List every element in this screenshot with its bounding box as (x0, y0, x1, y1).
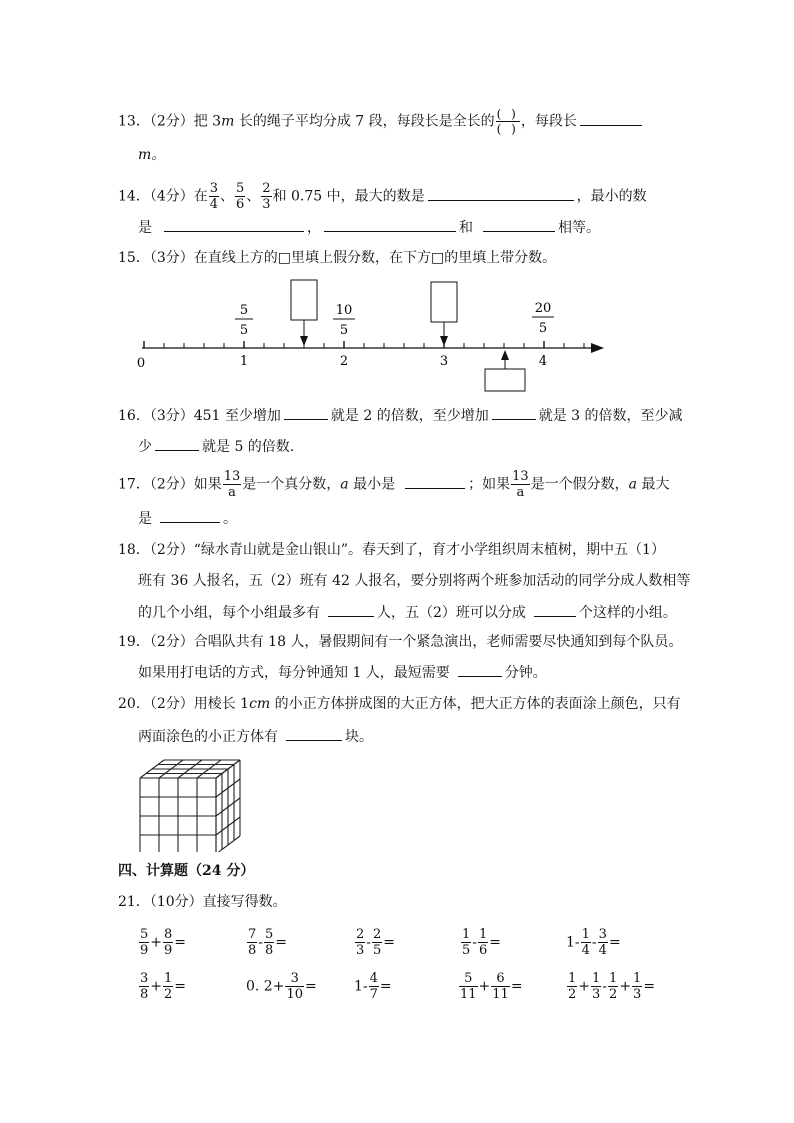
q17-fraction-1: $\frac{13}{a}$ (223, 469, 241, 500)
q20-line2-b: 块。 (345, 729, 373, 745)
q14-line2-b: ， (307, 220, 321, 236)
improper-fraction-box-1[interactable] (291, 280, 317, 320)
question-21: 21．（10分）直接写得数。 (118, 894, 287, 910)
section-4-title: 四、计算题（24 分） (118, 863, 255, 879)
question-18: 18．（2分）“绿水青山就是金山银山”。春天到了，育才小学组织周末植树，期中五（1） (118, 542, 665, 558)
q18-line3-a: 的几个小组，每个小组最多有 (138, 605, 320, 621)
q14-fraction-3: $\frac{2}{3}$ (262, 181, 271, 212)
nl-label-4: 4 (538, 354, 548, 369)
q18-line3-c: 个这样的小组。 (578, 605, 677, 621)
q16-line1-a: 16．（3分）451 至少增加 (118, 408, 281, 424)
question-16-cont (138, 436, 294, 457)
q18-blank-2[interactable] (534, 602, 576, 617)
improper-fraction-box-2[interactable] (431, 282, 457, 322)
q16-blank-3[interactable] (155, 436, 199, 451)
q18-line3-b: 人，五（2）班可以分成 (377, 605, 526, 621)
cube-grid (140, 760, 240, 852)
q19-line2-a: 如果用打电话的方式，每分钟通知 1 人，最短需要 (138, 665, 450, 681)
calc-r1-1[interactable]: $\frac{5}{9}$ + $\frac{8}{9}$ = (140, 927, 187, 958)
q17-text-e: 最大 (637, 476, 670, 493)
q18-blank-1[interactable] (328, 602, 374, 617)
nl-frac-2-num: 10 (335, 303, 353, 318)
nl-frac-2-den: 5 (339, 323, 349, 338)
q13-answer-blank[interactable] (580, 111, 642, 126)
question-20 (118, 694, 681, 714)
q16-line2-b: 就是 5 的倍数. (202, 439, 295, 455)
q13-paren-denominator: ( ) (496, 122, 519, 136)
calc-r2-4[interactable]: $\frac{5}{11}$ + $\frac{6}{11}$ = (460, 971, 523, 1002)
q14-fraction-2: $\frac{5}{6}$ (236, 181, 245, 212)
q13-text-b: ，每段长 (520, 113, 577, 130)
nl-frac-3-num: 20 (534, 301, 552, 316)
q16-blank-1[interactable] (284, 405, 328, 420)
q17-fraction-2: $\frac{13}{a}$ (512, 469, 529, 500)
q17-text-b: 最小是 (348, 476, 396, 493)
question-19: 19．（2分）合唱队共有 18 人，暑假期间有一个紧急演出，老师需要尽快通知到每个队员。 (118, 634, 683, 650)
q17-line2-a: 是 (138, 511, 152, 527)
q14-equal-blank-1[interactable] (324, 217, 456, 232)
q13-answer-fraction[interactable] (496, 108, 520, 135)
question-18-line3 (138, 602, 677, 623)
number-line-arrow (591, 343, 604, 353)
q14-label: 14．（4分）在 (118, 188, 208, 205)
q13-unit-m: m (221, 113, 235, 130)
q17-var-a-2: a (628, 476, 637, 493)
q14-min-blank[interactable] (164, 217, 304, 232)
q16-blank-2[interactable] (492, 405, 536, 420)
question-14 (118, 182, 647, 211)
question-14-cont (138, 217, 600, 238)
calc-r1-3[interactable]: $\frac{2}{3}$ - $\frac{2}{5}$ = (356, 927, 396, 958)
nl-frac-1-num: 5 (239, 303, 249, 318)
q20-line2-a: 两面涂色的小正方体有 (138, 729, 278, 745)
calc-r1-2[interactable]: $\frac{7}{8}$ - $\frac{5}{8}$ = (248, 927, 288, 958)
question-17-cont (138, 508, 237, 529)
q14-line2-a: 是 (138, 220, 152, 236)
q20-line1-b: 的小正方体拼成图的大正方体，把大正方体的表面涂上颜色，只有 (270, 696, 681, 712)
q16-line1-c: 就是 3 的倍数，至少减 (538, 408, 683, 424)
q14-line2-c: 和 (459, 220, 473, 236)
q14-line2-d: 相等。 (558, 220, 600, 236)
nl-frac-3-den: 5 (538, 321, 548, 336)
nl-label-0: 0 (136, 356, 146, 371)
q17-blank-1[interactable] (405, 474, 465, 489)
number-line-ticks (144, 341, 584, 348)
q16-line2-a: 少 (138, 439, 152, 455)
calc-r2-5[interactable]: $\frac{1}{2}$ + $\frac{1}{3}$ - $\frac{1}{2}$ + $\frac{1}{3}$ = (568, 971, 656, 1002)
nl-label-3: 3 (439, 354, 449, 369)
nl-frac-1-den: 5 (239, 323, 249, 338)
calc-r2-3[interactable]: 1- $\frac{4}{7}$ = (354, 971, 392, 1002)
question-15: 15．（3分）在直线上方的□里填上假分数，在下方□的里填上带分数。 (118, 250, 557, 266)
nl-label-2: 2 (339, 354, 349, 369)
q17-text-d: 是一个假分数， (530, 476, 629, 493)
question-13 (118, 108, 645, 135)
q14-fraction-1: $\frac{3}{4}$ (209, 181, 219, 212)
q20-line1-a: 20．（2分）用棱长 1 (118, 696, 250, 712)
q14-equal-blank-2[interactable] (483, 217, 555, 232)
q14-text-b: ，最小的数 (576, 188, 647, 205)
q17-blank-2[interactable] (160, 508, 220, 523)
box-1-arrowhead (300, 336, 308, 346)
q13-paren-numerator: ( ) (496, 107, 519, 121)
calc-r2-1[interactable]: $\frac{3}{8}$ + $\frac{1}{2}$ = (140, 971, 187, 1002)
q17-label: 17．（2分）如果 (118, 476, 222, 493)
question-17 (118, 470, 669, 499)
q17-var-a-1: a (340, 476, 349, 493)
q13-unit-end: m。 (138, 147, 166, 163)
q16-line1-b: 就是 2 的倍数，至少增加 (330, 408, 489, 424)
question-20-line2 (138, 726, 373, 747)
number-line-figure (0, 272, 794, 392)
cube-figure (135, 756, 245, 852)
q17-line2-b: 。 (223, 511, 237, 527)
q19-blank[interactable] (458, 662, 502, 677)
calc-r1-4[interactable]: $\frac{1}{5}$ - $\frac{1}{6}$ = (462, 927, 502, 958)
q13-text-a: 长的绳子平均分成 7 段，每段长是全长的 (234, 113, 495, 130)
box-3-arrowhead (501, 350, 509, 360)
q14-sep-2: 、 (246, 188, 261, 205)
q20-unit-cm: cm (249, 696, 271, 712)
nl-label-1: 1 (239, 354, 249, 369)
q19-line2-b: 分钟。 (504, 665, 547, 681)
question-19-line2 (138, 662, 547, 683)
question-13-cont (138, 145, 165, 165)
q13-label: 13．（2分）把 3 (118, 113, 222, 130)
box-2-arrowhead (440, 336, 448, 346)
calc-r1-5[interactable]: 1- $\frac{1}{4}$ - $\frac{3}{4}$ = (566, 927, 621, 958)
q20-blank[interactable] (286, 726, 342, 741)
q14-text-a: 和 0.75 中，最大的数是 (272, 188, 425, 205)
question-18-line2: 班有 36 人报名，五（2）班有 42 人报名，要分别将两个班参加活动的同学分成人数相等 (138, 573, 691, 589)
q14-sep-1: 、 (220, 188, 235, 205)
q17-text-a: 是一个真分数， (242, 476, 341, 493)
calc-r2-2[interactable]: 0. 2+ $\frac{3}{10}$ = (246, 971, 317, 1002)
question-16 (118, 405, 683, 426)
q14-max-blank[interactable] (428, 186, 574, 201)
mixed-number-box[interactable] (485, 369, 525, 391)
q17-text-c: ；如果 (468, 476, 511, 493)
